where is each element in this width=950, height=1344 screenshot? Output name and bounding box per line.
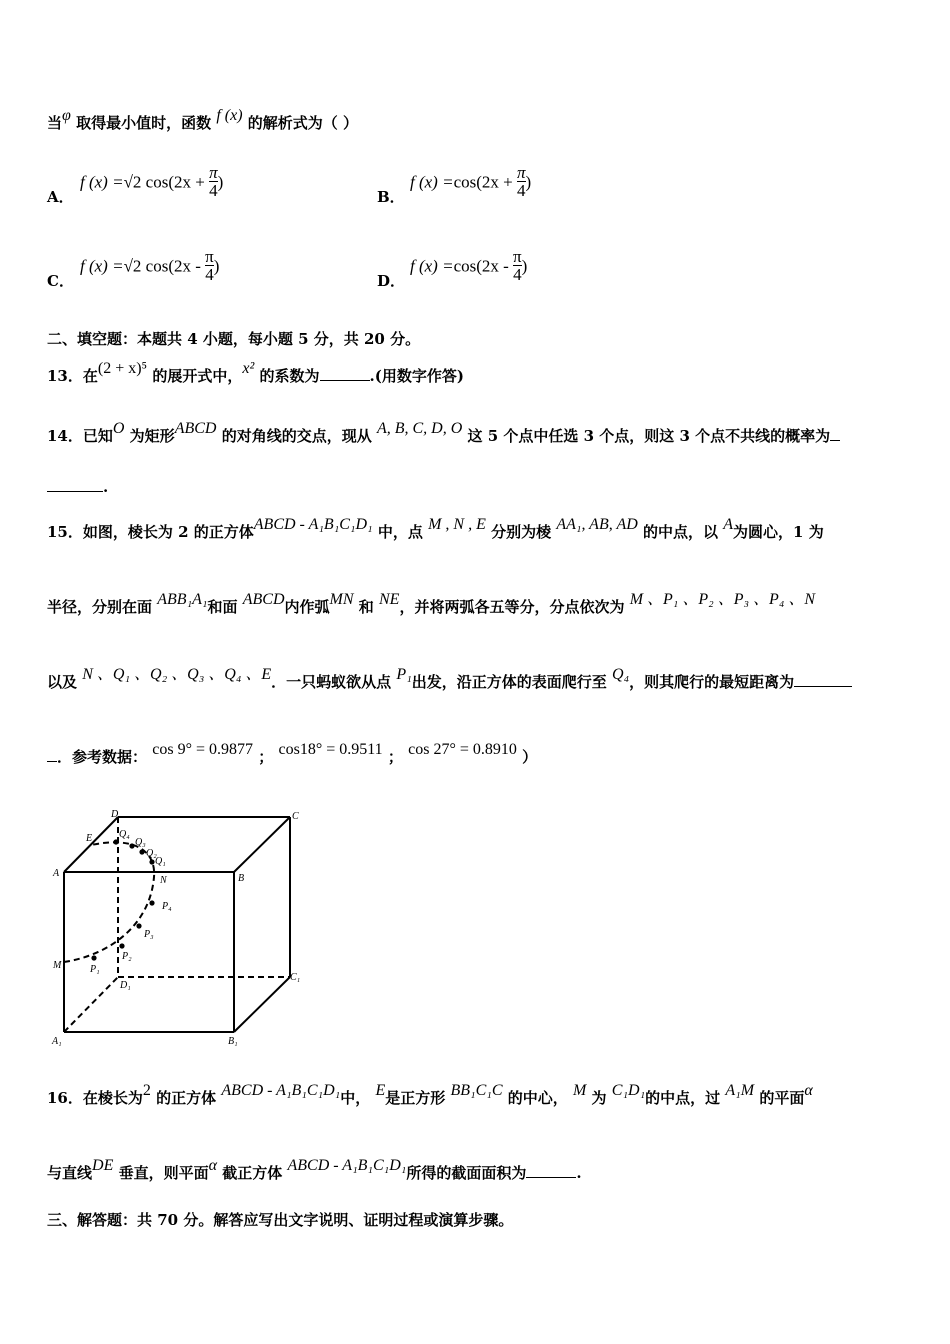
section3-heading: 三、解答题：共 70 分。解答应写出文字说明、证明过程或演算步骤。 bbox=[47, 1211, 514, 1229]
edge-b1c1 bbox=[234, 977, 290, 1032]
text: ； bbox=[387, 748, 403, 766]
math-phi: φ bbox=[62, 107, 71, 124]
math-points: A, B, C, D, O bbox=[376, 420, 463, 437]
text: 的解析式为（ ） bbox=[247, 114, 359, 132]
text: ； bbox=[258, 748, 274, 766]
text: 16．在棱长为 bbox=[47, 1089, 143, 1107]
label-q4: Q₄ bbox=[119, 829, 130, 840]
answer-blank[interactable] bbox=[47, 477, 103, 492]
math-mne: M , N , E bbox=[428, 516, 486, 533]
math-cos27: cos 27° = 0.8910 bbox=[408, 741, 517, 758]
answer-blank[interactable] bbox=[47, 747, 57, 762]
q13 bbox=[47, 360, 464, 387]
math-2: 2 bbox=[142, 1082, 151, 1099]
math-cos18: cos18° = 0.9511 bbox=[278, 741, 383, 758]
text: 分别为棱 bbox=[491, 523, 552, 541]
q15-line2 bbox=[47, 591, 816, 618]
math-fx: f (x) bbox=[216, 107, 243, 124]
math-p1: P₁ bbox=[396, 666, 412, 683]
q16-line1 bbox=[47, 1082, 813, 1109]
q14 bbox=[47, 420, 840, 447]
text: 与直线 bbox=[47, 1164, 93, 1182]
point-q4 bbox=[113, 839, 118, 844]
math-face2: ABCD bbox=[242, 591, 285, 608]
q14-continued bbox=[47, 477, 108, 497]
text: ．参考数据： bbox=[57, 748, 148, 766]
text: 为圆心，1 为 bbox=[733, 523, 824, 541]
text: 当 bbox=[47, 114, 63, 132]
label-q2: Q₂ bbox=[146, 848, 157, 859]
text: 的正方体 bbox=[156, 1089, 217, 1107]
label-b1: B₁ bbox=[228, 1036, 238, 1047]
point-p1 bbox=[91, 955, 96, 960]
math-abcd: ABCD bbox=[174, 420, 217, 437]
label-b: B bbox=[238, 873, 245, 884]
text: ．一只蚂蚁欲从点 bbox=[271, 673, 392, 691]
text: .(用数字作答) bbox=[369, 367, 464, 385]
math-a1m: A₁M bbox=[725, 1082, 755, 1099]
text: 垂直，则平面 bbox=[118, 1164, 209, 1182]
text: 的中点，过 bbox=[645, 1089, 721, 1107]
text: 中， bbox=[340, 1089, 371, 1107]
label-c: C bbox=[292, 811, 299, 822]
text: . bbox=[576, 1164, 582, 1182]
math-p-points: M 、P₁ 、P₂ 、P₃ 、P₄ 、N bbox=[629, 591, 816, 608]
q16-line2 bbox=[47, 1157, 582, 1184]
answer-blank[interactable] bbox=[794, 672, 852, 687]
text: 15．如图，棱长为 2 的正方体 bbox=[47, 523, 254, 541]
text: 和 bbox=[358, 598, 374, 616]
math-de: DE bbox=[92, 1157, 114, 1174]
text: 取得最小值时，函数 bbox=[76, 114, 212, 132]
arc-mne bbox=[64, 842, 154, 962]
math-cube: ABCD - A₁B₁C₁D₁ bbox=[287, 1157, 407, 1174]
text: . bbox=[103, 478, 109, 496]
label-p1: P₁ bbox=[90, 964, 100, 975]
option-c-formula: f (x) =√2 cos(2x - $\frac{\pi}{4}$ ) bbox=[80, 247, 220, 284]
text: 以及 bbox=[47, 673, 78, 691]
text: ） bbox=[522, 748, 538, 766]
math-x2: x² bbox=[242, 360, 255, 377]
label-p3: P₃ bbox=[144, 929, 154, 940]
math-o: O bbox=[112, 420, 125, 437]
math-e: E bbox=[375, 1082, 386, 1099]
math-face1: ABB₁A₁ bbox=[157, 591, 208, 608]
text: ，并将两弧各五等分，分点依次为 bbox=[399, 598, 625, 616]
text: 的系数为 bbox=[259, 367, 320, 385]
point-q3 bbox=[129, 843, 134, 848]
edge-bc bbox=[234, 817, 290, 872]
option-a-label[interactable]: A． bbox=[47, 188, 74, 206]
text: 的展开式中， bbox=[152, 367, 243, 385]
label-q3: Q₃ bbox=[135, 837, 146, 848]
text: 的平面 bbox=[759, 1089, 805, 1107]
text: 的中心， bbox=[507, 1089, 568, 1107]
math-alpha: α bbox=[804, 1082, 813, 1099]
math-q-points: N 、Q₁ 、Q₂ 、Q₃ 、Q₄ 、E bbox=[82, 666, 272, 683]
point-q2 bbox=[139, 849, 144, 854]
text: 所得的截面面积为 bbox=[406, 1164, 527, 1182]
option-b-label[interactable]: B． bbox=[377, 188, 405, 206]
label-a1: A₁ bbox=[52, 1036, 62, 1047]
text: 半径，分别在面 bbox=[47, 598, 153, 616]
label-c1: C₁ bbox=[290, 972, 301, 983]
text: 的对角线的交点，现从 bbox=[221, 427, 372, 445]
math-face: BB₁C₁C bbox=[450, 1082, 503, 1099]
text: 和面 bbox=[207, 598, 238, 616]
text: 出发，沿正方体的表面爬行至 bbox=[411, 673, 607, 691]
point-p2 bbox=[119, 943, 124, 948]
label-p2: P₂ bbox=[122, 951, 132, 962]
section2-heading: 二、填空题：本题共 4 小题，每小题 5 分，共 20 分。 bbox=[47, 330, 421, 348]
label-d: D bbox=[111, 809, 119, 820]
point-p3 bbox=[136, 923, 141, 928]
q12-stem bbox=[47, 107, 359, 134]
text: 内作弧 bbox=[284, 598, 330, 616]
text: 为 bbox=[591, 1089, 607, 1107]
q15-line3 bbox=[47, 666, 852, 693]
option-d-formula: f (x) =cos(2x - $\frac{\pi}{4}$ ) bbox=[410, 247, 528, 284]
hidden-edge-a1d1 bbox=[64, 977, 118, 1032]
text: 14．已知 bbox=[47, 427, 113, 445]
edge-ad bbox=[64, 817, 118, 872]
label-d1: D₁ bbox=[120, 980, 131, 991]
q15-line4 bbox=[47, 741, 538, 768]
answer-blank[interactable] bbox=[830, 426, 840, 441]
point-q1 bbox=[149, 859, 154, 864]
math-binomial: (2 + x)⁵ bbox=[97, 360, 148, 377]
label-n: N bbox=[160, 875, 167, 886]
option-a-formula: f (x) =√2 cos(2x + $\frac{\pi}{4}$ ) bbox=[80, 163, 224, 200]
text: 这 5 个点中任选 3 个点，则这 3 个点不共线的概率为 bbox=[467, 427, 831, 445]
option-b-formula: f (x) =cos(2x + $\frac{\pi}{4}$ ) bbox=[410, 163, 532, 200]
math-c1d1: C₁D₁ bbox=[611, 1082, 646, 1099]
label-a: A bbox=[53, 868, 60, 879]
text: 是正方形 bbox=[385, 1089, 446, 1107]
label-e: E bbox=[86, 833, 93, 844]
math-cos9: cos 9° = 0.9877 bbox=[152, 741, 253, 758]
text: 的中点，以 bbox=[643, 523, 719, 541]
math-cube: ABCD - A₁B₁C₁D₁ bbox=[221, 1082, 341, 1099]
math-m: M bbox=[572, 1082, 587, 1099]
cube-figure bbox=[50, 805, 310, 1050]
math-arc-mn: MN bbox=[329, 591, 354, 608]
math-edges: AA₁, AB, AD bbox=[556, 516, 638, 533]
math-cube: ABCD - A₁B₁C₁D₁ bbox=[253, 516, 373, 533]
math-alpha: α bbox=[208, 1157, 217, 1174]
label-q1: Q₁ bbox=[155, 856, 166, 867]
q15-line1 bbox=[47, 516, 824, 543]
option-c-label[interactable]: C． bbox=[47, 272, 74, 290]
math-a: A bbox=[723, 516, 734, 533]
math-arc-ne: NE bbox=[379, 591, 400, 608]
text: 中，点 bbox=[377, 523, 423, 541]
text: 13．在 bbox=[47, 367, 98, 385]
text: 为矩形 bbox=[129, 427, 175, 445]
point-p4 bbox=[149, 900, 154, 905]
text: 截正方体 bbox=[222, 1164, 283, 1182]
math-q4: Q₄ bbox=[612, 666, 630, 683]
option-d-label[interactable]: D． bbox=[377, 272, 406, 290]
answer-blank[interactable] bbox=[320, 366, 370, 381]
label-p4: P₄ bbox=[162, 901, 172, 912]
answer-blank[interactable] bbox=[526, 1163, 576, 1178]
text: ，则其爬行的最短距离为 bbox=[629, 673, 795, 691]
label-m: M bbox=[53, 960, 62, 971]
